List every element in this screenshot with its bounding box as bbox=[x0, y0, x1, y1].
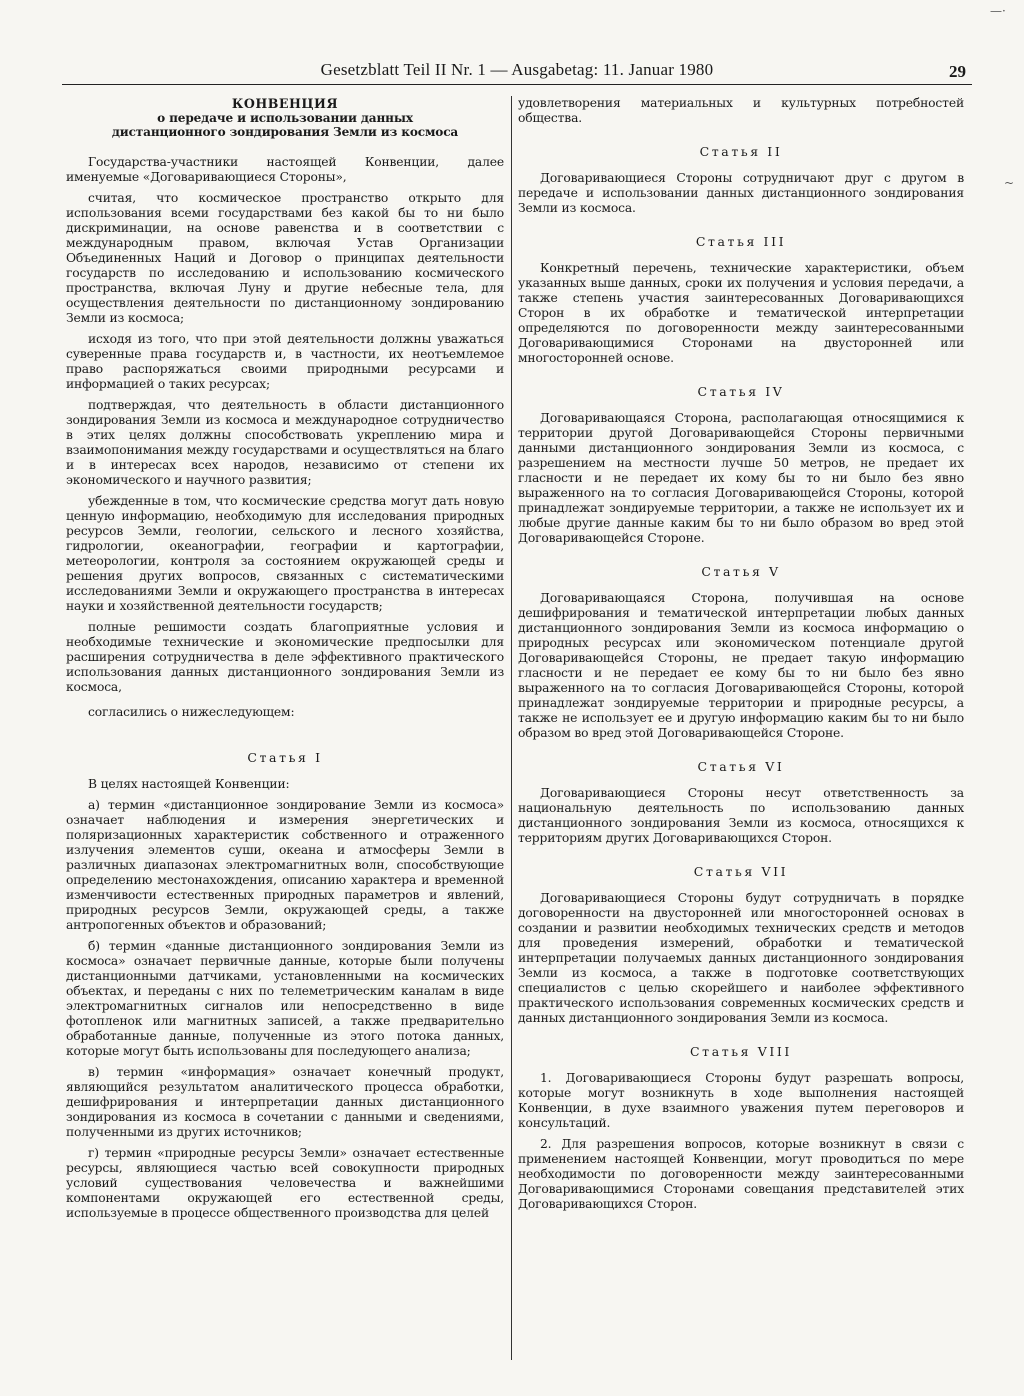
article-paragraph: Договаривающиеся Стороны несут ответственность за национальную деятельность по использованию данных дистанционного зондирования Земли из космоса, относящихся к территориям других Договаривающихся Сторон. bbox=[518, 786, 964, 845]
convention-subtitle: о передаче и использовании данных дистанционного зондирования Земли из космоса bbox=[111, 111, 459, 139]
article-paragraph: Договаривающиеся Стороны сотрудничают друг с другом в передаче и использовании данных дистанционного зондирования Земли из космоса. bbox=[518, 171, 964, 215]
article-paragraph: Конкретный перечень, технические характеристики, объем указанных выше данных, сроки их получения и условия передачи, а также степень участия заинтересованных Договаривающихся Сторон в их обработке и тематической интерпретации определяются по договоренности между заинтересованными Договаривающимися Сторонами на двусторонней или многосторонней основе. bbox=[518, 261, 964, 365]
gazette-title: Gesetzblatt Teil II Nr. 1 — Ausgabetag: 11. Januar 1980 bbox=[320, 60, 714, 79]
scan-mark: —· bbox=[990, 4, 1006, 18]
article-heading: Статья V bbox=[701, 564, 781, 579]
article-paragraph: 1. Договаривающиеся Стороны будут разрешать вопросы, которые могут возникнуть в ходе выполнения настоящей Конвенции, в духе взаимного уважения путем переговоров и консультаций. bbox=[518, 1071, 964, 1130]
article-heading: Статья IV bbox=[697, 384, 785, 399]
preamble-paragraph: считая, что космическое пространство открыто для использования всеми государствами без какой бы то ни было дискриминации, на основе равенства и в соответствии с международным правом, включая Устав Организации Объединенных Наций и Договор о принципах деятельности государств по исследованию и использованию космического пространства, включая Луну и другие небесные тела, для осуществления деятельности по дистанционному зондированию Земли из космоса; bbox=[66, 191, 504, 325]
article-paragraph: 2. Для разрешения вопросов, которые возникнут в связи с применением настоящей Конвенции, могут проводиться по мере необходимости по договоренности между заинтересованными Договаривающимися Сторонами совещания представителей этих Договаривающихся Сторон. bbox=[518, 1137, 964, 1211]
agreement-clause: согласились о нижеследующем: bbox=[88, 705, 295, 719]
preamble-paragraph: убежденные в том, что космические средства могут дать новую ценную информацию, необходимую для исследования природных ресурсов Земли, геологии, сельского и лесного хозяйства, гидрологии, океанографии, географии и картографии, метеорологии, контроля за состоянием окружающей среды и решения других вопросов, связанных с систематическими исследованиями Земли и окружающего пространства в интересах науки и хозяйственной деятельности государств; bbox=[66, 494, 504, 613]
article-paragraph: Договаривающиеся Стороны будут сотрудничать в порядке договоренности на двусторонней или многосторонней основах в создании и развитии необходимых технических средств и методов для проведения измерений, обработки и тематической интерпретации получаемых данных дистанционного зондирования Земли из космоса, а также в подготовке соответствующих специалистов с целью скорейшего и наиболее эффективного практического использования современных космических средств и данных дистанционного зондирования Земли из космоса. bbox=[518, 891, 964, 1025]
definition-item: в) термин «информация» означает конечный продукт, являющийся результатом аналитического процесса обработки, дешифрирования и интерпретации данных дистанционного зондирования из космоса в сочетании с данными и сведениями, полученными из других источников; bbox=[66, 1065, 504, 1139]
article-heading: Статья VI bbox=[697, 759, 785, 774]
preamble-paragraph: Государства-участники настоящей Конвенции, далее именуемые «Договаривающиеся Стороны», bbox=[66, 155, 504, 184]
right-column bbox=[518, 96, 964, 1218]
page-number: 29 bbox=[949, 62, 966, 81]
definition-item: г) термин «природные ресурсы Земли» означает естественные ресурсы, являющиеся частью всей совокупности природных условий существования человечества и важнейшими компонентами окружающей его естественной среды, используемые в процессе общественного производства для целей bbox=[66, 1146, 504, 1220]
article-intro: В целях настоящей Конвенции: bbox=[88, 777, 290, 791]
article-heading: Статья II bbox=[699, 144, 783, 159]
definition-item: а) термин «дистанционное зондирование Земли из космоса» означает наблюдения и измерения энергетических и поляризационных характеристик собственного и отраженного излучения элементов суши, океана и атмосферы Земли в различных диапазонах электромагнитных волн, способствующие определению местонахождения, описанию характера и временной изменчивости естественных природных параметров и явлений, природных ресурсов Земли, окружающей среды, а также антропогенных объектов и образований; bbox=[66, 798, 504, 932]
article-paragraph: Договаривающаяся Сторона, получившая на основе дешифрирования и тематической интерпретации любых данных дистанционного зондирования Земли из космоса информацию о природных ресурсах или экономическом потенциале другой Договаривающейся Стороны, не предает такую информацию гласности и не передает ее кому бы то ни было без явно выраженного на то согласия Договаривающейся Стороны, которой принадлежат зондируемые территории и природные ресурсы, а также не использует ее и другую информацию каким бы то ни было образом во вред этой Договаривающейся Стороне. bbox=[518, 591, 964, 740]
article-paragraph: Договаривающаяся Сторона, располагающая относящимися к территории другой Договаривающейся Стороны первичными данными дистанционного зондирования Земли из космоса, с разрешением на местности лучше 50 метров, не предает их гласности и не передает их кому бы то ни было без явно выраженного на то согласия Договаривающейся Стороны, которой принадлежат зондируемые территории, а также не использует их и любые другие данные каким бы то ни было образом во вред этой Договаривающейся Стороне. bbox=[518, 411, 964, 545]
continuation-text: удовлетворения материальных и культурных потребностей общества. bbox=[518, 96, 964, 125]
article-heading: Статья III bbox=[695, 234, 787, 249]
article-heading: Статья VII bbox=[693, 864, 789, 879]
preamble-paragraph: исходя из того, что при этой деятельности должны уважаться суверенные права государств и, в частности, их неотъемлемое право распоряжаться своими природными ресурсами и информацией о таких ресурсах; bbox=[66, 332, 504, 391]
convention-title: КОНВЕНЦИЯ bbox=[231, 96, 339, 111]
preamble-paragraph: подтверждая, что деятельность в области дистанционного зондирования Земли из космоса и международное сотрудничество в этих целях должны способствовать укреплению мира и взаимопонимания между государствами и осуществляться на благо и в интересах всех народов, независимо от степени их экономического и научного развития; bbox=[66, 398, 504, 487]
preamble-paragraph: полные решимости создать благоприятные условия и необходимые технические и экономические предпосылки для расширения сотрудничества в деле эффективного практического использования данных дистанционного зондирования Земли из космоса, bbox=[66, 620, 504, 694]
definition-item: б) термин «данные дистанционного зондирования Земли из космоса» означает первичные данные, которые были получены дистанционными датчиками, установленными на космических объектах, и переданы с них по телеметрическим каналам в виде электромагнитных сигналов или непосредственно в виде фотопленок или магнитных записей, а также предварительно обработанные данные, полученные из этого потока данных, которые могут быть использованы для последующего анализа; bbox=[66, 939, 504, 1058]
article-heading: Статья I bbox=[247, 750, 323, 765]
article-heading: Статья VIII bbox=[690, 1044, 792, 1059]
column-divider bbox=[511, 96, 512, 1360]
left-column bbox=[66, 96, 504, 1227]
scan-mark: ~ bbox=[1004, 176, 1015, 190]
page-header bbox=[62, 58, 972, 85]
